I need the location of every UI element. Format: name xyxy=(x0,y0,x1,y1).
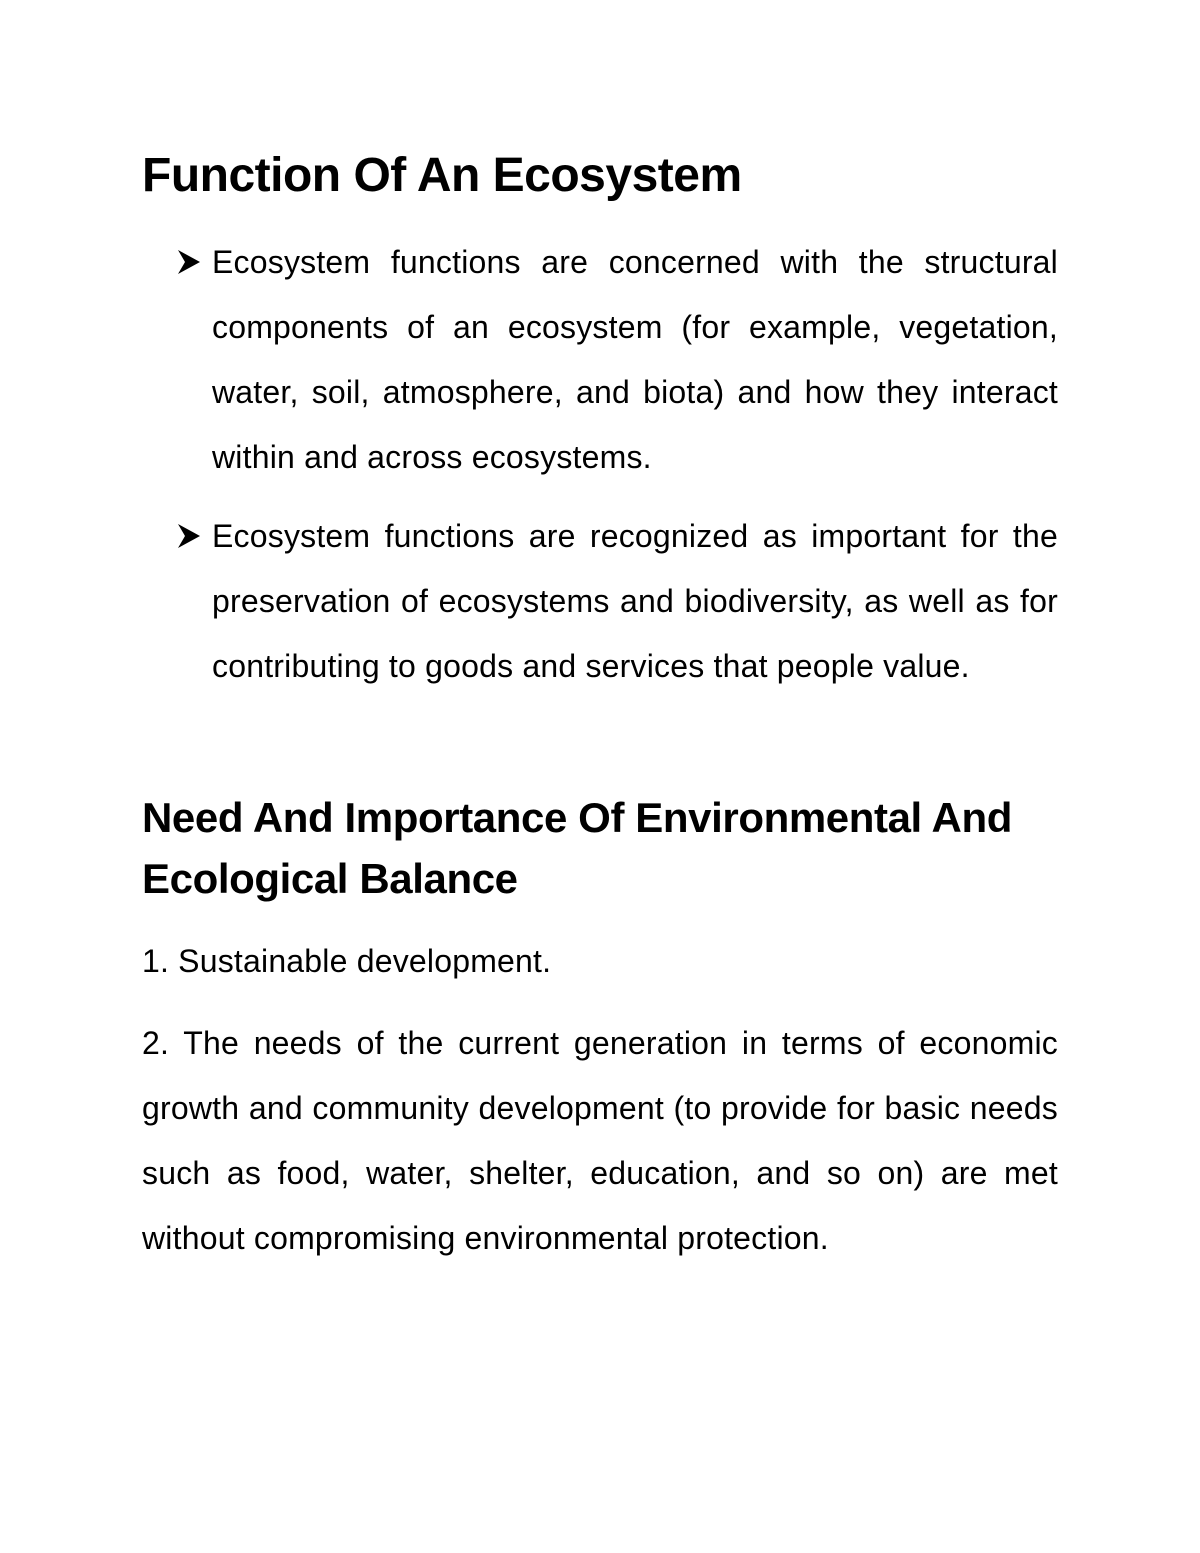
section-title-environmental-balance: Need And Importance Of Environmental And Ecological Balance xyxy=(142,794,1012,902)
arrowhead-bullet-icon xyxy=(176,246,204,278)
numbered-list xyxy=(142,929,1058,1271)
bullet-item xyxy=(142,504,1058,699)
section-title-function-of-ecosystem: Function Of An Ecosystem xyxy=(142,149,742,202)
arrowhead-bullet-icon xyxy=(176,520,204,552)
bullet-text: Ecosystem functions are recognized as important for the preservation of ecosystems and biodiversity, as well as for contributing to goods and services that people value. xyxy=(212,518,1058,684)
numbered-item: 2. The needs of the current generation in terms of economic growth and community development (to provide for basic needs such as food, water, shelter, education, and so on) are met without compromising environmental protection. xyxy=(142,1025,1058,1256)
ecosystem-function-bullet-list xyxy=(142,230,1058,699)
numbered-item: 1. Sustainable development. xyxy=(142,943,552,979)
document-content xyxy=(142,140,1058,1288)
bullet-item xyxy=(142,230,1058,490)
bullet-text: Ecosystem functions are concerned with the structural components of an ecosystem (for example, vegetation, water, soil, atmosphere, and biota) and how they interact within and across ecosystems. xyxy=(212,244,1058,475)
